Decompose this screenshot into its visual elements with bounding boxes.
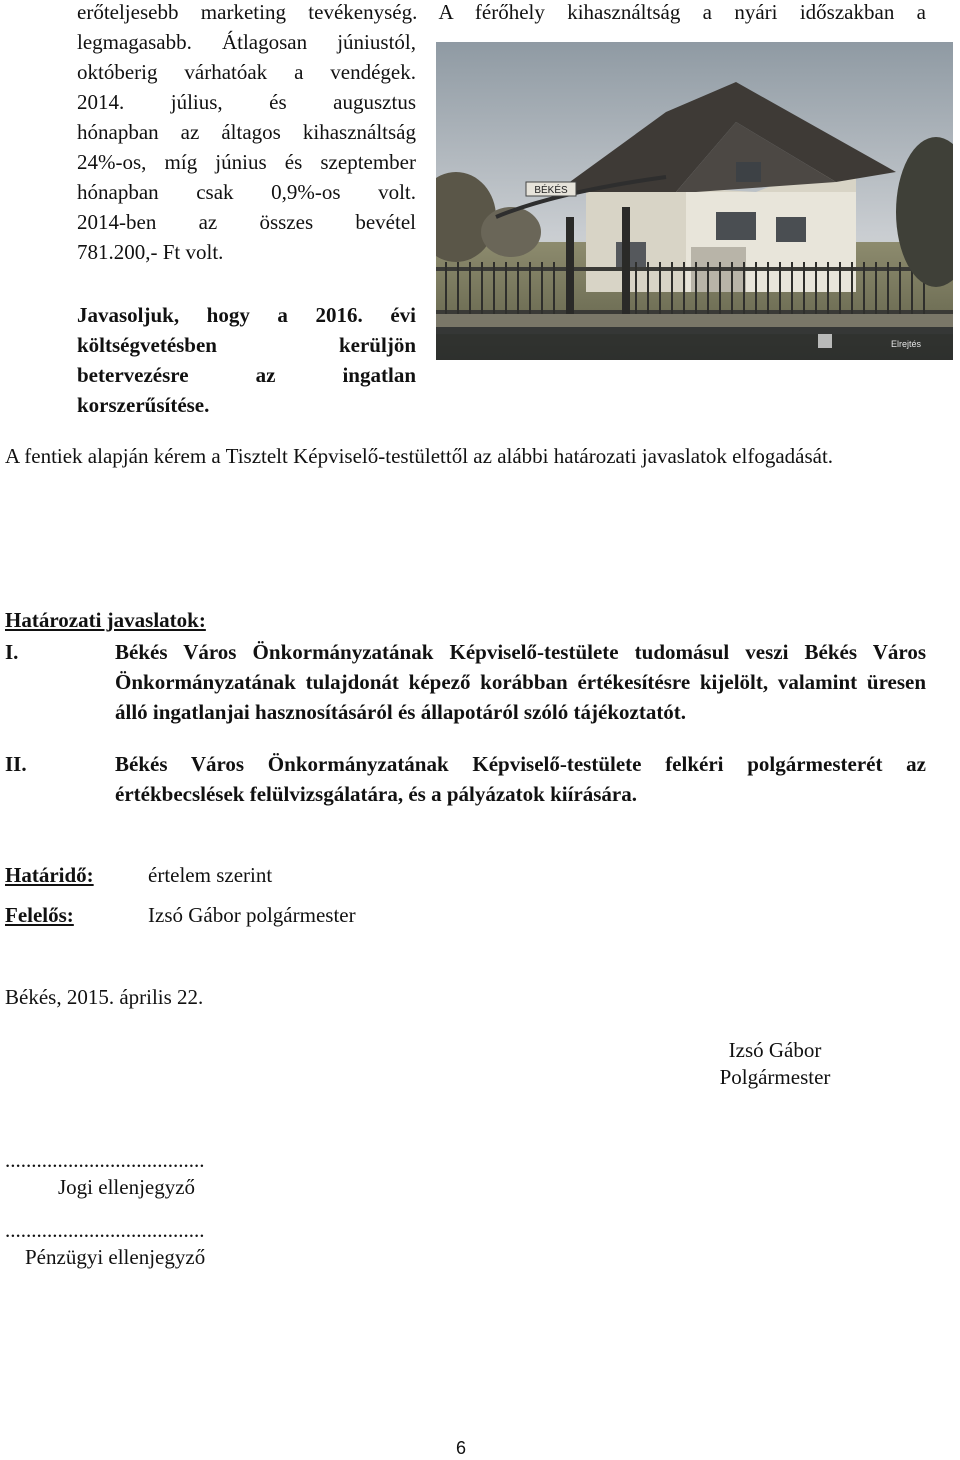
- signature-dots: ......................................: [5, 1148, 205, 1172]
- resolutions-heading: Határozati javaslatok:: [5, 608, 206, 632]
- signatory-title: Polgármester: [719, 1065, 831, 1089]
- recommendation-paragraph: [77, 300, 416, 420]
- financial-countersign-label: Pénzügyi ellenjegyző: [25, 1245, 206, 1269]
- gate-sign-text: BÉKÉS: [534, 185, 568, 196]
- resolution-text: Békés Város Önkormányzatának Képviselő-testülete tudomásul veszi Békés Város Önkormányzatának tulajdonát képező korábban értékesítésre kijelölt, valamint üresen álló ingatlanjai hasznosításáról és állapotáról szóló tájékoztatót.: [115, 640, 926, 724]
- deadline-value: értelem szerint: [148, 863, 273, 887]
- left-line: hónapban csak 0,9%-os volt.: [77, 180, 416, 204]
- left-line: 24%-os, míg június és szeptember: [77, 150, 416, 174]
- left-line: 2014-ben az összes bevétel: [77, 210, 416, 234]
- legal-countersign-label: Jogi ellenjegyző: [58, 1175, 196, 1199]
- place-date: Békés, 2015. április 22.: [5, 985, 204, 1009]
- left-line: hónapban az áltagos kihasználtság: [77, 120, 416, 144]
- recommendation-line: betervezésre az ingatlan: [77, 363, 416, 387]
- recommendation-line: korszerűsítése.: [77, 393, 210, 417]
- resolution-text: Békés Város Önkormányzatának Képviselő-testülete felkéri polgármesterét az értékbecslések felülvizsgálatára, és a pályázatok kiírására.: [115, 752, 926, 806]
- left-column-text: [77, 27, 416, 267]
- intro-paragraph: A fentiek alapján kérem a Tisztelt Képviselő-testülettől az alábbi határozati javaslatok elfogadását.: [5, 444, 834, 468]
- property-photo: [436, 42, 953, 360]
- street-view-icon: [818, 334, 832, 348]
- resolution-number: I.: [5, 640, 19, 664]
- left-line: legmagasabb. Átlagosan júniustól,: [77, 30, 416, 54]
- left-line: 2014. július, és augusztus: [77, 90, 416, 114]
- top-text-line: erőteljesebb marketing tevékenység. A férőhely kihasználtság a nyári időszakban a: [77, 0, 926, 24]
- page-number: 6: [455, 1438, 466, 1458]
- resolution-number: II.: [5, 752, 27, 776]
- left-line: 781.200,- Ft volt.: [77, 240, 224, 264]
- responsible-label: Felelős:: [5, 903, 74, 927]
- recommendation-line: Javasoljuk, hogy a 2016. évi: [77, 303, 416, 327]
- recommendation-line: költségvetésben kerüljön: [77, 333, 416, 357]
- signature-dots: ......................................: [5, 1218, 205, 1242]
- responsible-value: Izsó Gábor polgármester: [148, 903, 356, 927]
- deadline-label: Határidő:: [5, 863, 94, 887]
- signatory-name: Izsó Gábor: [728, 1038, 822, 1062]
- left-line: októberig várhatóak a vendégek.: [77, 60, 416, 84]
- photo-hide-label: Elrejtés: [890, 339, 922, 349]
